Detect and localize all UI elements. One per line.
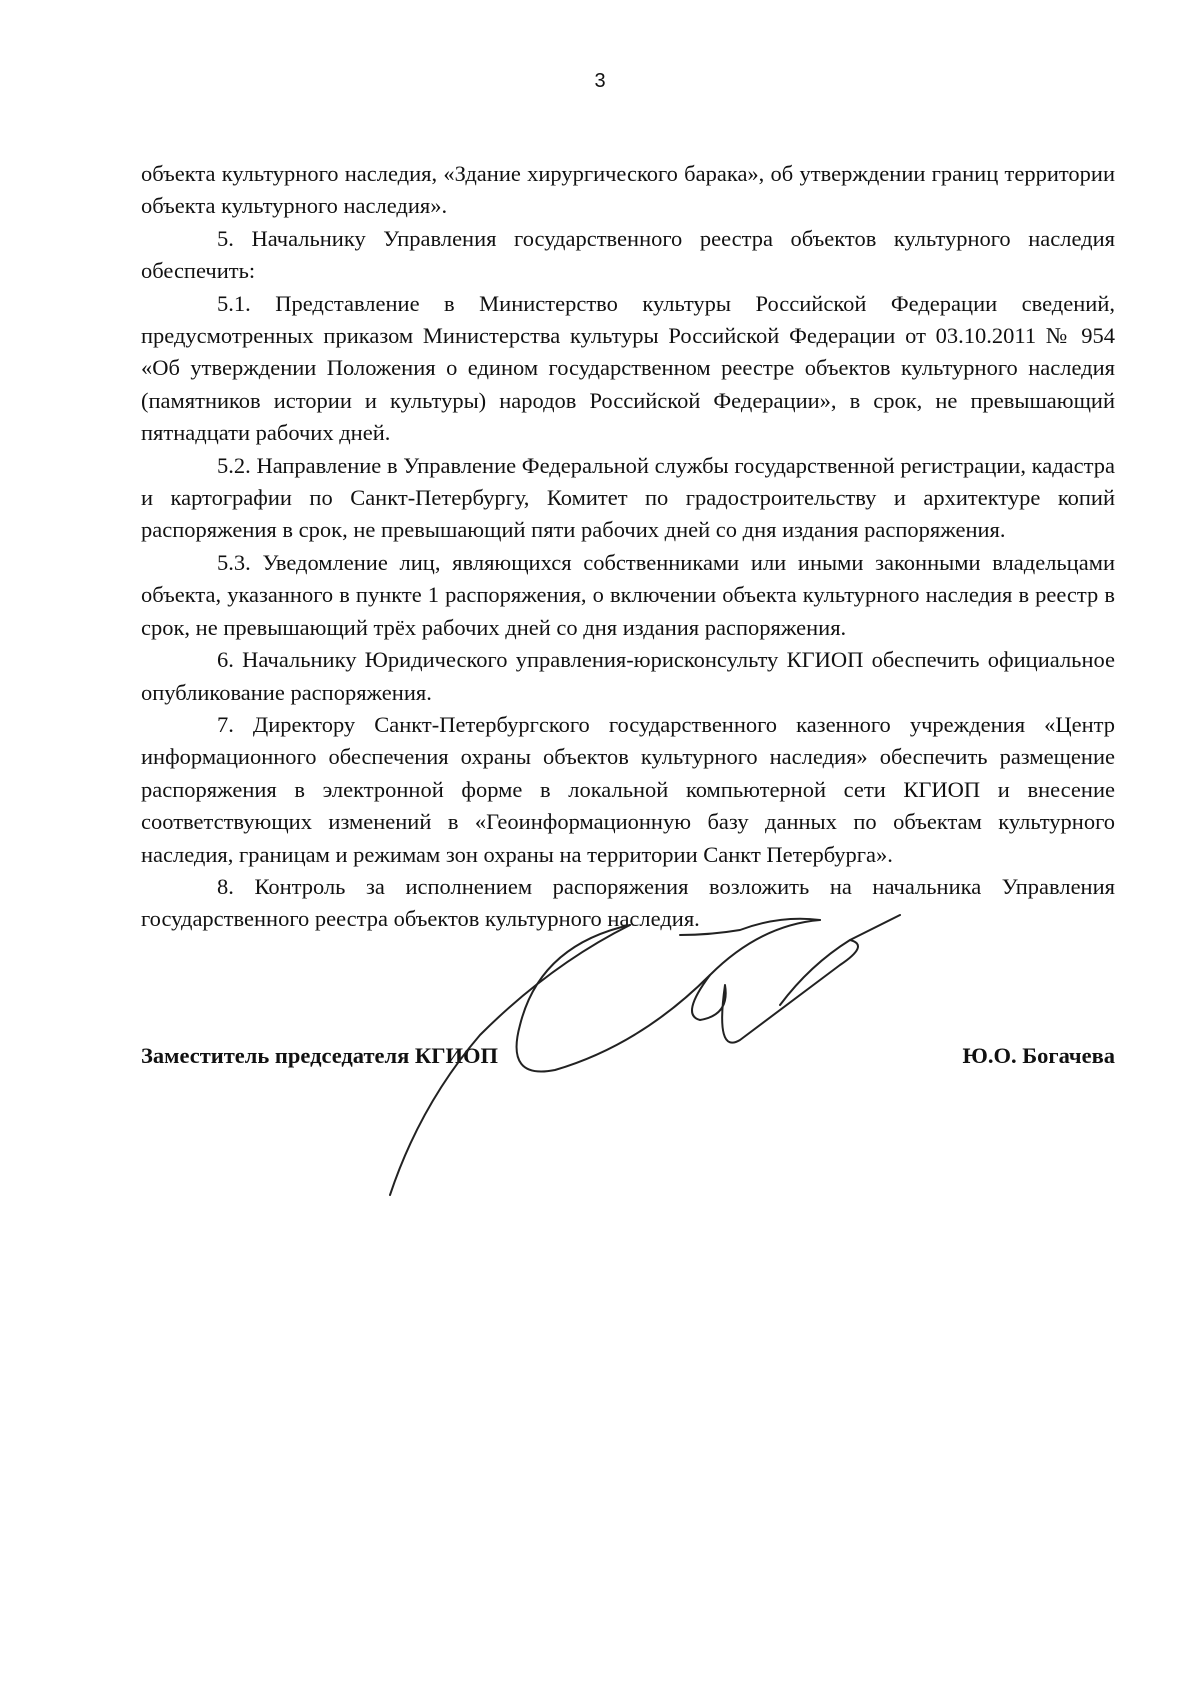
paragraph-item-6: 6. Начальнику Юридического управления-юрисконсульту КГИОП обеспечить официальное опубликование распоряжения.: [141, 647, 1115, 705]
paragraph-item-5-1: 5.1. Представление в Министерство культуры Российской Федерации сведений, предусмотренных приказом Министерства культуры Российской Федерации от 03.10.2011 № 954 «Об утверждении Положения о едином государственном реестре объектов культурного наследия (памятников истории и культуры) народов Российской Федерации», в срок, не превышающий пятнадцати рабочих дней.: [141, 290, 1115, 446]
paragraph-item-5-3: 5.3. Уведомление лиц, являющихся собственниками или иными законными владельцами объекта, указанного в пункте 1 распоряжения, о включении объекта культурного наследия в реестр в срок, не превышающий трёх рабочих дней со дня издания распоряжения.: [141, 549, 1115, 640]
paragraph-item-8: 8. Контроль за исполнением распоряжения возложить на начальника Управления государственного реестра объектов культурного наследия.: [141, 873, 1115, 932]
paragraph-item-5: 5. Начальнику Управления государственного реестра объектов культурного наследия обеспечить:: [141, 225, 1115, 284]
paragraph-item-5-2: 5.2. Направление в Управление Федеральной службы государственной регистрации, кадастра и картографии по Санкт-Петербургу, Комитет по градостроительству и архитектуре копий распоряжения в срок, не превышающий пяти рабочих дней со дня издания распоряжения.: [141, 452, 1115, 543]
handwritten-signature: [380, 905, 920, 1205]
document-body: [141, 158, 1115, 936]
page-number: 3: [594, 70, 606, 92]
signatory-name: Ю.О. Богачева: [962, 1043, 1115, 1068]
paragraph-continuation: объекта культурного наследия, «Здание хирургического барака», об утверждении границ территории объекта культурного наследия».: [141, 161, 1115, 219]
signatory-position: Заместитель председателя КГИОП: [141, 1043, 499, 1068]
paragraph-item-7: 7. Директору Санкт-Петербургского государственного казенного учреждения «Центр информационного обеспечения охраны объектов культурного наследия» обеспечить размещение распоряжения в электронной форме в локальной компьютерной сети КГИОП и внесение соответствующих изменений в «Геоинформационную базу данных по объектам культурного наследия, границам и режимам зон охраны на территории Санкт Петербурга».: [141, 711, 1115, 867]
